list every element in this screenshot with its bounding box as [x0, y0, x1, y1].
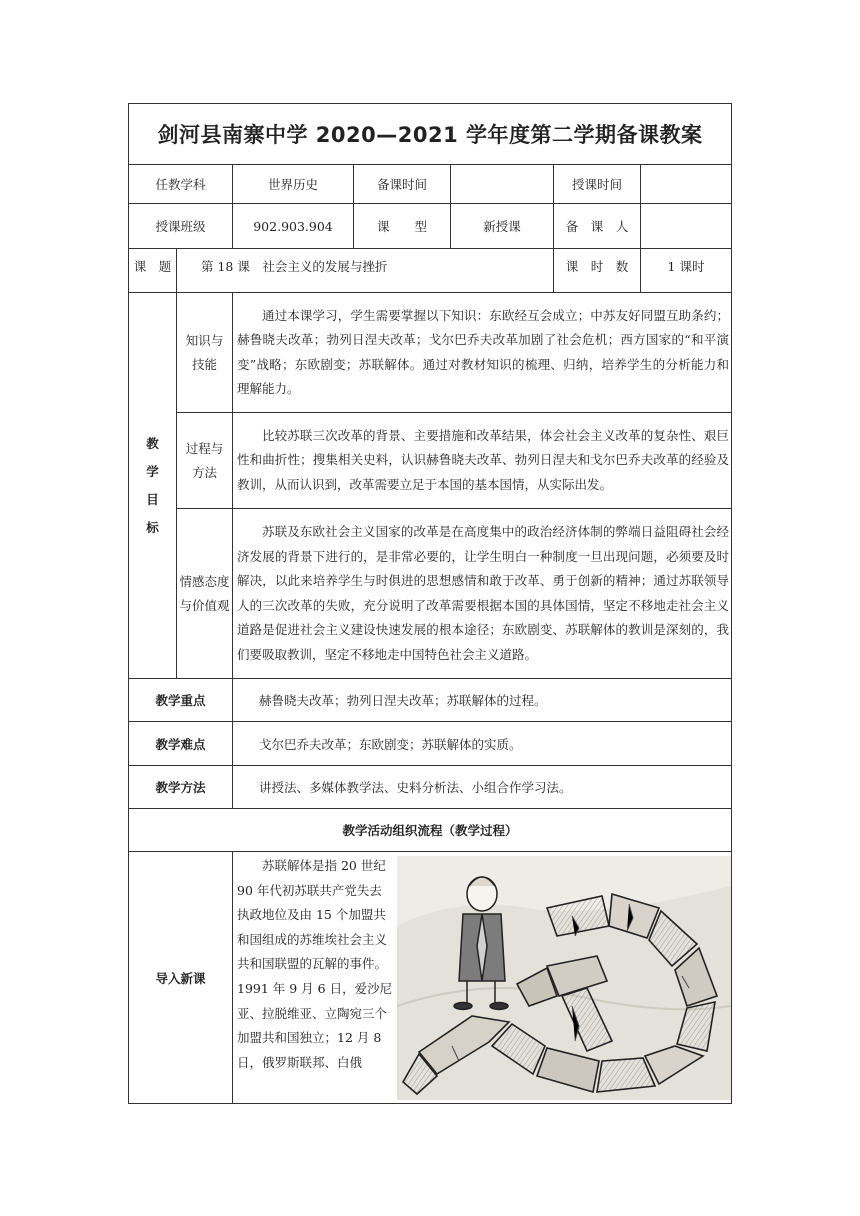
- objective-label-line: 知识与: [185, 332, 224, 348]
- objectives-label-char: 学: [146, 463, 159, 479]
- objective-knowledge-text: 通过本课学习，学生需要掌握以下知识：东欧经互会成立；中苏友好同盟互助条约；赫鲁晓夫改革；勃列日涅夫改革；戈尔巴乔夫改革加剧了社会危机；西方国家的“和平演变”战略；东欧剧变；苏联解体。通过对教材知识的梳理、归纳，培养学生的分析能力和理解能力。: [233, 293, 732, 413]
- objective-process-label: [177, 413, 233, 509]
- subject-value: 世界历史: [233, 165, 354, 204]
- topic-value: 第 18 课 社会主义的发展与挫折: [177, 249, 554, 293]
- objectives-label-char: 标: [146, 519, 159, 535]
- intro-cell: [233, 852, 732, 1104]
- key-points-text: 赫鲁晓夫改革；勃列日涅夫改革；苏联解体的过程。: [233, 679, 732, 722]
- class-value: 902.903.904: [233, 204, 354, 249]
- objectives-label-char: 教: [146, 435, 159, 451]
- subject-label: 任教学科: [129, 165, 233, 204]
- key-points-label: 教学重点: [129, 679, 233, 722]
- lesson-plan-sheet: [128, 103, 731, 1104]
- page-title: 剑河县南寨中学 2020—2021 学年度第二学期备课教案: [129, 104, 732, 165]
- difficulties-label: 教学难点: [129, 722, 233, 766]
- intro-text: 苏联解体是指 20 世纪 90 年代初苏联共产党失去执政地位及由 15 个加盟共和国组成的苏维埃社会主义共和国联盟的瓦解的事件。1991 年 9 月 6 日，爱沙尼亚、拉脱维亚、立陶宛三个加盟共和国独立；12 月 8 日，俄罗斯联邦、白俄: [237, 858, 393, 1070]
- objective-attitude-text: 苏联及东欧社会主义国家的改革是在高度集中的政治经济体制的弊端日益阻碍社会经济发展的背景下进行的，是非常必要的，让学生明白一种制度一旦出现问题，必须要及时解决，以此来培养学生与时俱进的思想感情和敢于改革、勇于创新的精神；通过苏联领导人的三次改革的失败，充分说明了改革需要根据本国的具体国情，坚定不移地走社会主义道路是促进社会主义建设快速发展的根本途径；东欧剧变、苏联解体的教训是深刻的，我们要吸取教训，坚定不移地走中国特色社会主义道路。: [233, 509, 732, 679]
- teach-time-label: 授课时间: [554, 165, 641, 204]
- lesson-type-label: 课 型: [354, 204, 451, 249]
- objective-label-line: 方法: [191, 464, 217, 480]
- objectives-label-char: 目: [146, 491, 159, 507]
- teach-time-value: [641, 165, 732, 204]
- objective-attitude-label: [177, 509, 233, 679]
- objective-label-line: 过程与: [185, 440, 224, 456]
- preparer-label: 备 课 人: [554, 204, 641, 249]
- hours-label: 课 时 数: [554, 249, 641, 293]
- process-header: 教学活动组织流程（教学过程）: [129, 809, 732, 852]
- lesson-type-value: 新授课: [451, 204, 554, 249]
- soviet-collapse-cartoon: [397, 856, 731, 1100]
- methods-text: 讲授法、多媒体教学法、史料分析法、小组合作学习法。: [233, 766, 732, 809]
- hours-value: 1 课时: [641, 249, 732, 293]
- topic-label: 课 题: [129, 249, 177, 293]
- objective-label-line: 技能: [191, 356, 217, 372]
- objectives-label: [129, 293, 177, 679]
- methods-label: 教学方法: [129, 766, 233, 809]
- prep-time-label: 备课时间: [354, 165, 451, 204]
- difficulties-text: 戈尔巴乔夫改革；东欧剧变；苏联解体的实质。: [233, 722, 732, 766]
- lesson-plan-table: [128, 103, 732, 1104]
- intro-label: 导入新课: [129, 852, 233, 1104]
- objective-process-text: 比较苏联三次改革的背景、主要措施和改革结果，体会社会主义改革的复杂性、艰巨性和曲折性；搜集相关史料，认识赫鲁晓夫改革、勃列日涅夫和戈尔巴乔夫改革的经验及教训，从而认识到，改革需要立足于本国的基本国情，从实际出发。: [233, 413, 732, 509]
- objective-knowledge-label: [177, 293, 233, 413]
- class-label: 授课班级: [129, 204, 233, 249]
- prep-time-value: [451, 165, 554, 204]
- preparer-value: [641, 204, 732, 249]
- objective-label-line: 情感态度: [179, 573, 230, 589]
- objective-label-line: 与价值观: [179, 597, 230, 613]
